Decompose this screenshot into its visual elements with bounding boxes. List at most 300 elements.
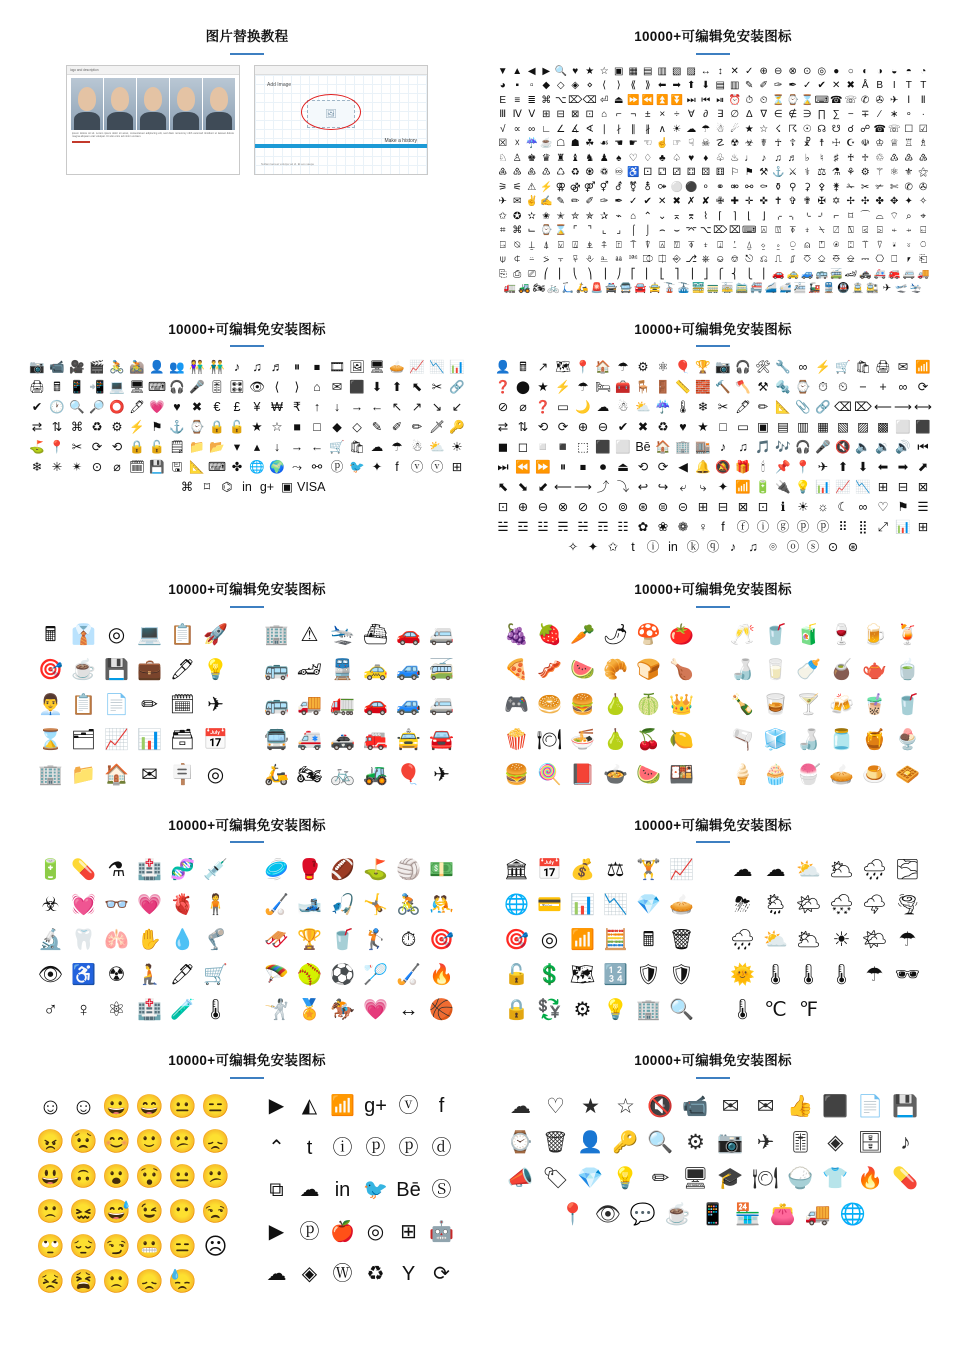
icon-glyph[interactable]: ♰ <box>847 152 855 164</box>
icon-glyph[interactable]: 😃 <box>36 1162 65 1189</box>
icon-glyph[interactable]: ♽ <box>599 167 609 179</box>
icon-glyph[interactable]: ⌎ <box>803 210 812 222</box>
icon-glyph[interactable]: 😣 <box>36 1267 65 1294</box>
icon-glyph[interactable]: ⎏ <box>803 254 812 266</box>
icon-glyph[interactable]: ⤶ <box>679 480 687 495</box>
icon-glyph[interactable]: ⌣ <box>673 225 681 237</box>
icon-glyph[interactable]: ✩ <box>607 540 619 555</box>
icon-glyph[interactable]: ∦ <box>645 123 651 135</box>
icon-glyph[interactable]: 🏑 <box>396 964 421 987</box>
icon-glyph[interactable]: 😬 <box>135 1232 164 1259</box>
icon-glyph[interactable]: 💾 <box>149 460 165 475</box>
icon-glyph[interactable]: ❄ <box>697 400 709 415</box>
icon-glyph[interactable]: 🍉 <box>570 658 595 681</box>
icon-glyph[interactable]: ✓ <box>803 80 812 92</box>
icon-glyph[interactable]: ⚯ <box>745 181 754 193</box>
icon-glyph[interactable]: ♬ <box>787 152 798 164</box>
icon-glyph[interactable]: ⏪ <box>641 94 654 106</box>
icon-glyph[interactable]: ⓖ <box>776 520 790 535</box>
icon-glyph[interactable]: ⍈ <box>499 239 506 251</box>
icon-glyph[interactable]: ← <box>370 400 384 415</box>
icon-glyph[interactable]: 👍 <box>787 1094 814 1118</box>
icon-glyph[interactable]: 🦿 <box>203 929 228 952</box>
icon-glyph[interactable]: ◭ <box>301 1094 318 1117</box>
icon-glyph[interactable]: 🎚 <box>787 1130 814 1154</box>
icon-glyph[interactable]: ⌍ <box>788 210 797 222</box>
icon-glyph[interactable]: 🚗 <box>396 623 421 646</box>
icon-glyph[interactable]: ♮ <box>819 152 824 164</box>
icon-glyph[interactable]: 🗑 <box>668 929 695 952</box>
icon-glyph[interactable]: 🌍 <box>269 460 285 475</box>
icon-glyph[interactable]: ◎ <box>366 1220 385 1243</box>
icon-glyph[interactable]: ⊖ <box>774 65 783 77</box>
icon-glyph[interactable]: ⌚ <box>507 1130 534 1154</box>
icon-glyph[interactable]: ⧉ <box>269 1178 284 1201</box>
icon-glyph[interactable]: 🍅 <box>669 623 694 646</box>
icon-glyph[interactable]: − <box>847 109 854 121</box>
icon-glyph[interactable]: ∝ <box>513 123 521 135</box>
icon-glyph[interactable]: Ⓢ <box>431 1178 452 1201</box>
icon-glyph[interactable]: 📐 <box>775 400 791 415</box>
icon-glyph[interactable]: ⚢ <box>555 181 566 193</box>
icon-glyph[interactable]: ⚖ <box>817 167 827 179</box>
icon-glyph[interactable]: ✈ <box>756 1130 775 1154</box>
icon-glyph[interactable]: + <box>879 380 887 395</box>
icon-glyph[interactable]: ☁ <box>266 1262 287 1285</box>
icon-glyph[interactable]: ∂ <box>703 109 709 121</box>
icon-glyph[interactable]: ⚄ <box>701 167 711 179</box>
icon-glyph[interactable]: ⎝ <box>572 268 578 280</box>
icon-glyph[interactable]: ∥ <box>630 123 636 135</box>
icon-glyph[interactable]: 😀 <box>102 1092 131 1119</box>
icon-glyph[interactable]: 🛡 <box>668 964 695 987</box>
icon-glyph[interactable]: 🍽 <box>536 728 563 751</box>
icon-glyph[interactable]: 👔 <box>71 623 96 646</box>
icon-glyph[interactable]: ℉ <box>798 999 819 1022</box>
icon-glyph[interactable]: 🥧 <box>829 763 854 786</box>
icon-glyph[interactable]: ⊘ <box>577 500 589 515</box>
icon-glyph[interactable]: ☙ <box>599 138 609 150</box>
icon-glyph[interactable]: 💻 <box>109 380 125 395</box>
icon-glyph[interactable]: ☏ <box>844 94 857 106</box>
icon-glyph[interactable]: 🔊 <box>895 440 911 455</box>
icon-glyph[interactable]: ✉ <box>756 1094 775 1118</box>
icon-glyph[interactable]: ⚵ <box>832 181 840 193</box>
icon-glyph[interactable]: 🧍 <box>203 894 228 917</box>
icon-glyph[interactable]: 🔗 <box>449 380 465 395</box>
icon-glyph[interactable]: ⍕ <box>789 225 796 237</box>
icon-glyph[interactable]: ♪ <box>719 440 727 455</box>
icon-glyph[interactable]: ⌬ <box>221 480 233 495</box>
icon-glyph[interactable]: ✪ <box>513 210 522 222</box>
icon-glyph[interactable]: ⚑ <box>744 167 754 179</box>
icon-glyph[interactable]: ♀ <box>76 999 91 1022</box>
icon-glyph[interactable]: ▲ <box>512 65 523 77</box>
icon-glyph[interactable]: 🍓 <box>537 623 562 646</box>
icon-glyph[interactable]: 👫 <box>189 360 205 375</box>
icon-glyph[interactable]: ◀ <box>678 460 688 475</box>
icon-glyph[interactable]: ↗ <box>537 360 549 375</box>
icon-glyph[interactable]: 🚘 <box>429 728 454 751</box>
icon-glyph[interactable]: ⇅ <box>517 420 529 435</box>
icon-glyph[interactable]: ♔ <box>875 138 885 150</box>
icon-glyph[interactable]: ◎ <box>107 623 126 646</box>
icon-glyph[interactable]: ☥ <box>774 138 782 150</box>
icon-glyph[interactable]: ⬆ <box>687 80 696 92</box>
icon-glyph[interactable]: ⊕ <box>577 420 589 435</box>
icon-glyph[interactable]: ◒ <box>891 65 898 77</box>
icon-glyph[interactable]: ☷ <box>617 520 629 535</box>
icon-glyph[interactable]: ♫ <box>738 440 748 455</box>
icon-glyph[interactable]: ✉ <box>513 196 522 208</box>
icon-glyph[interactable]: ♗ <box>918 138 928 150</box>
icon-glyph[interactable]: 🚜 <box>518 283 531 295</box>
icon-glyph[interactable]: 💗 <box>149 400 165 415</box>
icon-glyph[interactable]: E <box>499 94 507 106</box>
icon-glyph[interactable]: I <box>892 80 896 92</box>
icon-glyph[interactable]: 🏬 <box>695 440 711 455</box>
icon-glyph[interactable]: ⎅ <box>658 254 667 266</box>
icon-glyph[interactable]: ⌆ <box>687 210 696 222</box>
icon-glyph[interactable]: Ⓦ <box>332 1262 353 1285</box>
icon-glyph[interactable]: ☢ <box>730 138 740 150</box>
icon-glyph[interactable]: ⍖ <box>804 225 811 237</box>
icon-glyph[interactable]: 🚚 <box>917 268 930 280</box>
icon-glyph[interactable]: 💗 <box>363 999 388 1022</box>
icon-glyph[interactable]: 🍉 <box>636 763 661 786</box>
icon-glyph[interactable]: ⌕ <box>905 210 912 222</box>
icon-glyph[interactable]: 🚂 <box>808 283 821 295</box>
icon-glyph[interactable]: 🚇 <box>837 283 850 295</box>
icon-glyph[interactable]: ⛳ <box>29 440 45 455</box>
icon-glyph[interactable]: 🙃 <box>69 1162 98 1189</box>
icon-glyph[interactable]: ⌠ <box>630 225 637 237</box>
icon-glyph[interactable]: ± <box>645 109 651 121</box>
icon-glyph[interactable]: 🏥 <box>137 859 162 882</box>
icon-glyph[interactable]: 🙄 <box>36 1232 65 1259</box>
icon-glyph[interactable]: ⊞ <box>451 460 463 475</box>
icon-glyph[interactable]: ✈ <box>890 94 899 106</box>
icon-glyph[interactable]: ☵ <box>577 520 589 535</box>
icon-glyph[interactable]: 🌐 <box>249 460 265 475</box>
icon-glyph[interactable]: ⍖ <box>702 239 709 251</box>
icon-glyph[interactable]: ☪ <box>846 138 856 150</box>
icon-glyph[interactable]: ◓ <box>905 65 912 77</box>
icon-glyph[interactable]: ⎆ <box>672 254 681 266</box>
icon-glyph[interactable]: 🚊 <box>851 283 865 295</box>
icon-glyph[interactable]: 📷 <box>717 1130 744 1154</box>
icon-glyph[interactable]: 🏋 <box>636 859 661 882</box>
icon-glyph[interactable]: 🚓 <box>859 268 872 280</box>
icon-glyph[interactable]: 📈 <box>835 480 851 495</box>
icon-glyph[interactable]: 🎛 <box>229 380 245 395</box>
icon-glyph[interactable]: 💵 <box>429 859 454 882</box>
icon-glyph[interactable]: ⚜ <box>904 167 914 179</box>
icon-glyph[interactable]: 🚗 <box>772 268 785 280</box>
icon-glyph[interactable]: ⊞ <box>400 1220 417 1243</box>
icon-glyph[interactable]: ▴ <box>253 440 261 455</box>
icon-glyph[interactable]: ⍜ <box>789 239 796 251</box>
icon-glyph[interactable]: 🙁 <box>102 1267 131 1294</box>
icon-glyph[interactable]: 🗓 <box>169 693 196 716</box>
icon-glyph[interactable]: 🪂 <box>264 964 289 987</box>
icon-glyph[interactable]: ☐ <box>904 123 914 135</box>
icon-glyph[interactable]: ⍞ <box>818 239 825 251</box>
icon-glyph[interactable]: ☂ <box>701 123 711 135</box>
icon-glyph[interactable]: ✎ <box>745 80 754 92</box>
icon-glyph[interactable]: ♥ <box>688 152 695 164</box>
icon-glyph[interactable]: ⚧ <box>629 181 638 193</box>
icon-glyph[interactable]: 📹 <box>49 360 65 375</box>
icon-glyph[interactable]: ⍕ <box>688 239 695 251</box>
icon-glyph[interactable]: ✡ <box>832 196 841 208</box>
icon-glyph[interactable]: 🚆 <box>330 658 355 681</box>
icon-glyph[interactable]: 🧮 <box>603 929 628 952</box>
icon-glyph[interactable]: ⌘ <box>512 225 523 237</box>
icon-glyph[interactable]: 🎬 <box>89 360 105 375</box>
icon-glyph[interactable]: ♀ <box>698 520 708 535</box>
icon-glyph[interactable]: ⊙ <box>827 540 839 555</box>
icon-glyph[interactable]: 🛒 <box>203 964 228 987</box>
icon-glyph[interactable]: ☂ <box>577 380 589 395</box>
icon-glyph[interactable]: 📉 <box>429 360 445 375</box>
icon-glyph[interactable]: ♡ <box>628 152 638 164</box>
icon-glyph[interactable]: ⌥ <box>554 94 567 106</box>
icon-glyph[interactable]: 🙁 <box>36 1197 65 1224</box>
icon-glyph[interactable]: 🚍 <box>264 728 289 751</box>
icon-glyph[interactable]: 🖩 <box>53 380 61 395</box>
icon-glyph[interactable]: 📶 <box>330 1094 355 1117</box>
icon-glyph[interactable]: 🏢 <box>636 999 661 1022</box>
icon-glyph[interactable]: − <box>859 380 867 395</box>
icon-glyph[interactable]: ☣ <box>744 138 754 150</box>
icon-glyph[interactable]: ✦ <box>717 480 729 495</box>
icon-glyph[interactable]: 🥕 <box>570 623 595 646</box>
icon-glyph[interactable]: 📊 <box>137 728 162 751</box>
icon-glyph[interactable]: 👤 <box>495 360 511 375</box>
icon-glyph[interactable]: 🖨 <box>875 360 891 375</box>
icon-glyph[interactable]: ⍨ <box>528 254 535 266</box>
icon-glyph[interactable]: ⌨ <box>147 380 167 395</box>
icon-glyph[interactable]: ⚥ <box>599 181 609 193</box>
icon-glyph[interactable]: ⟳ <box>657 460 669 475</box>
icon-glyph[interactable]: ☂ <box>617 360 629 375</box>
icon-glyph[interactable]: ❓ <box>535 400 551 415</box>
icon-glyph[interactable]: ▦ <box>628 65 638 77</box>
icon-glyph[interactable]: 🏠 <box>104 763 129 786</box>
icon-glyph[interactable]: ⚫ <box>685 181 698 193</box>
icon-glyph[interactable]: ⊟ <box>556 109 565 121</box>
icon-glyph[interactable]: 🔍 <box>669 999 694 1022</box>
icon-glyph[interactable]: ⌛ <box>801 94 814 106</box>
icon-glyph[interactable]: ☢ <box>107 964 126 987</box>
icon-glyph[interactable]: 🗺 <box>569 964 596 987</box>
icon-glyph[interactable]: ☺ <box>71 1092 96 1119</box>
icon-glyph[interactable]: ✚ <box>730 196 739 208</box>
icon-glyph[interactable]: ⬚ <box>577 440 589 455</box>
icon-glyph[interactable]: ⟲ <box>637 460 649 475</box>
icon-glyph[interactable]: ⟲ <box>537 420 549 435</box>
icon-glyph[interactable]: ♝ <box>570 152 580 164</box>
icon-glyph[interactable]: 🍸 <box>796 693 821 716</box>
icon-glyph[interactable]: ★ <box>581 1094 600 1118</box>
icon-glyph[interactable]: 🛬 <box>330 623 355 646</box>
icon-glyph[interactable]: ⌂ <box>601 109 608 121</box>
icon-glyph[interactable]: ⌁ <box>615 210 622 222</box>
icon-glyph[interactable]: ⊙ <box>91 460 103 475</box>
icon-glyph[interactable]: 👬 <box>209 360 225 375</box>
icon-glyph[interactable]: ♡ <box>877 500 889 515</box>
icon-glyph[interactable]: 📍 <box>559 1202 587 1226</box>
icon-glyph[interactable]: 🧎 <box>137 964 162 987</box>
icon-glyph[interactable]: ⍪ <box>557 254 564 266</box>
icon-glyph[interactable]: 💓 <box>71 894 96 917</box>
icon-glyph[interactable]: ✤ <box>875 196 884 208</box>
icon-glyph[interactable]: ÷ <box>674 109 680 121</box>
icon-glyph[interactable]: ▣ <box>281 480 293 495</box>
icon-glyph[interactable]: 🍱 <box>669 763 694 786</box>
icon-glyph[interactable]: ❄ <box>31 460 43 475</box>
icon-glyph[interactable]: ⤢ <box>877 520 888 535</box>
icon-glyph[interactable]: ☹ <box>203 1232 228 1259</box>
icon-glyph[interactable]: ⏏ <box>614 94 624 106</box>
icon-glyph[interactable]: ⌧ <box>728 225 741 237</box>
icon-glyph[interactable]: ✤ <box>231 460 243 475</box>
icon-glyph[interactable]: 🌧 <box>729 929 756 952</box>
icon-glyph[interactable]: 🤸 <box>363 894 388 917</box>
icon-glyph[interactable]: ☔ <box>655 400 671 415</box>
icon-glyph[interactable]: 🗄 <box>857 1130 884 1154</box>
icon-glyph[interactable]: ⍡ <box>862 239 869 251</box>
icon-glyph[interactable]: ⏸ <box>293 360 301 375</box>
icon-glyph[interactable]: ⏱ <box>818 380 828 395</box>
icon-glyph[interactable]: ✖ <box>191 400 203 415</box>
icon-glyph[interactable]: ⍏ <box>601 239 608 251</box>
icon-glyph[interactable]: ➡ <box>672 80 681 92</box>
icon-glyph[interactable]: ∤ <box>616 123 622 135</box>
icon-glyph[interactable]: ⚔ <box>788 167 798 179</box>
icon-glyph[interactable]: 🤖 <box>429 1220 454 1243</box>
icon-glyph[interactable]: 🚐 <box>902 268 915 280</box>
icon-glyph[interactable]: 🏍 <box>296 763 323 786</box>
icon-glyph[interactable]: ◈ <box>301 1262 318 1285</box>
icon-glyph[interactable]: ⚳ <box>803 181 811 193</box>
icon-glyph[interactable]: ☆ <box>616 1094 635 1118</box>
icon-glyph[interactable]: ⍑ <box>630 239 637 251</box>
icon-glyph[interactable]: ☤ <box>760 138 768 150</box>
icon-glyph[interactable]: ✓ <box>629 196 638 208</box>
icon-glyph[interactable]: 🍐 <box>603 728 628 751</box>
icon-glyph[interactable]: ⊠ <box>571 109 580 121</box>
icon-glyph[interactable]: 🔢 <box>603 964 628 987</box>
icon-glyph[interactable]: ⏏ <box>617 460 629 475</box>
icon-glyph[interactable]: 🛒 <box>329 440 345 455</box>
icon-glyph[interactable]: ⎓ <box>861 254 870 266</box>
icon-glyph[interactable]: ⚖ <box>606 859 625 882</box>
icon-glyph[interactable]: ◈ <box>571 80 580 92</box>
icon-glyph[interactable]: ▼ <box>497 65 508 77</box>
icon-glyph[interactable]: ⌢ <box>658 225 666 237</box>
icon-glyph[interactable]: 📐 <box>189 460 205 475</box>
icon-glyph[interactable]: ✈ <box>433 763 450 786</box>
icon-glyph[interactable]: ∣ <box>601 123 607 135</box>
icon-glyph[interactable]: 🚚 <box>297 693 322 716</box>
icon-glyph[interactable]: ⚐ <box>730 167 740 179</box>
icon-glyph[interactable]: ⌛ <box>38 728 63 751</box>
icon-glyph[interactable]: ⌂ <box>630 210 637 222</box>
icon-glyph[interactable]: ⌏ <box>817 210 826 222</box>
icon-glyph[interactable]: ☾ <box>837 500 849 515</box>
icon-glyph[interactable]: ♬ <box>270 360 284 375</box>
icon-glyph[interactable]: ▨ <box>686 65 696 77</box>
icon-glyph[interactable]: 🛏 <box>595 380 611 395</box>
icon-glyph[interactable]: ☎ <box>830 94 843 106</box>
icon-glyph[interactable]: ◕ <box>499 80 506 92</box>
icon-glyph[interactable]: ⬛ <box>915 420 931 435</box>
icon-glyph[interactable]: 📋 <box>71 693 96 716</box>
icon-glyph[interactable]: ⚙ <box>637 360 649 375</box>
icon-glyph[interactable]: 🛡 <box>635 964 662 987</box>
icon-glyph[interactable]: 🖊 <box>129 400 145 415</box>
icon-glyph[interactable]: 🚑 <box>297 728 322 751</box>
icon-glyph[interactable]: ⌛ <box>554 225 567 237</box>
icon-glyph[interactable]: ⬅ <box>877 460 889 475</box>
icon-glyph[interactable]: 🍶 <box>730 658 755 681</box>
icon-glyph[interactable]: ⌘ <box>70 420 84 435</box>
icon-glyph[interactable]: ⎗ <box>919 254 928 266</box>
icon-glyph[interactable]: ☁ <box>370 440 384 455</box>
icon-glyph[interactable]: 🚕 <box>786 268 799 280</box>
icon-glyph[interactable]: 🌡 <box>762 964 789 987</box>
icon-glyph[interactable]: ↙ <box>451 400 463 415</box>
icon-glyph[interactable]: ¬ <box>630 109 637 121</box>
icon-glyph[interactable]: 🚀 <box>203 623 228 646</box>
icon-glyph[interactable]: 📅 <box>203 728 228 751</box>
icon-glyph[interactable]: 🍈 <box>636 693 661 716</box>
icon-glyph[interactable]: ✏ <box>411 420 423 435</box>
icon-glyph[interactable]: ☝ <box>656 138 669 150</box>
icon-glyph[interactable]: 😕 <box>168 1127 197 1154</box>
icon-glyph[interactable]: 💡 <box>612 1166 639 1190</box>
icon-glyph[interactable]: ✖ <box>637 420 649 435</box>
icon-glyph[interactable]: 😠 <box>36 1127 65 1154</box>
icon-glyph[interactable]: ☀ <box>451 440 463 455</box>
icon-glyph[interactable]: ⇅ <box>51 420 63 435</box>
icon-glyph[interactable]: ⟳ <box>91 440 103 455</box>
icon-glyph[interactable]: 📄 <box>857 1094 884 1118</box>
icon-glyph[interactable]: ⍟ <box>833 239 840 251</box>
icon-glyph[interactable]: ✭ <box>556 210 565 222</box>
icon-glyph[interactable]: 🚲 <box>547 283 560 295</box>
icon-glyph[interactable]: ⚓ <box>169 420 185 435</box>
icon-glyph[interactable]: ▦ <box>817 420 829 435</box>
icon-glyph[interactable]: ⌗ <box>499 225 506 237</box>
icon-glyph[interactable]: 🥃 <box>763 693 788 716</box>
icon-glyph[interactable]: 🍋 <box>669 728 694 751</box>
icon-glyph[interactable]: 💎 <box>636 894 661 917</box>
icon-glyph[interactable]: ⏮ <box>701 94 711 106</box>
icon-glyph[interactable]: 💊 <box>71 859 96 882</box>
icon-glyph[interactable]: 🌐 <box>504 894 529 917</box>
icon-glyph[interactable]: ⚲ <box>789 181 797 193</box>
icon-glyph[interactable]: 🏢 <box>38 763 63 786</box>
icon-glyph[interactable]: ⛅ <box>429 440 445 455</box>
icon-glyph[interactable]: ♲ <box>875 152 885 164</box>
icon-glyph[interactable]: ⍩ <box>543 254 550 266</box>
icon-glyph[interactable]: 🖨 <box>29 380 45 395</box>
icon-glyph[interactable]: ⌘ <box>541 94 552 106</box>
icon-glyph[interactable]: ✑ <box>774 80 783 92</box>
